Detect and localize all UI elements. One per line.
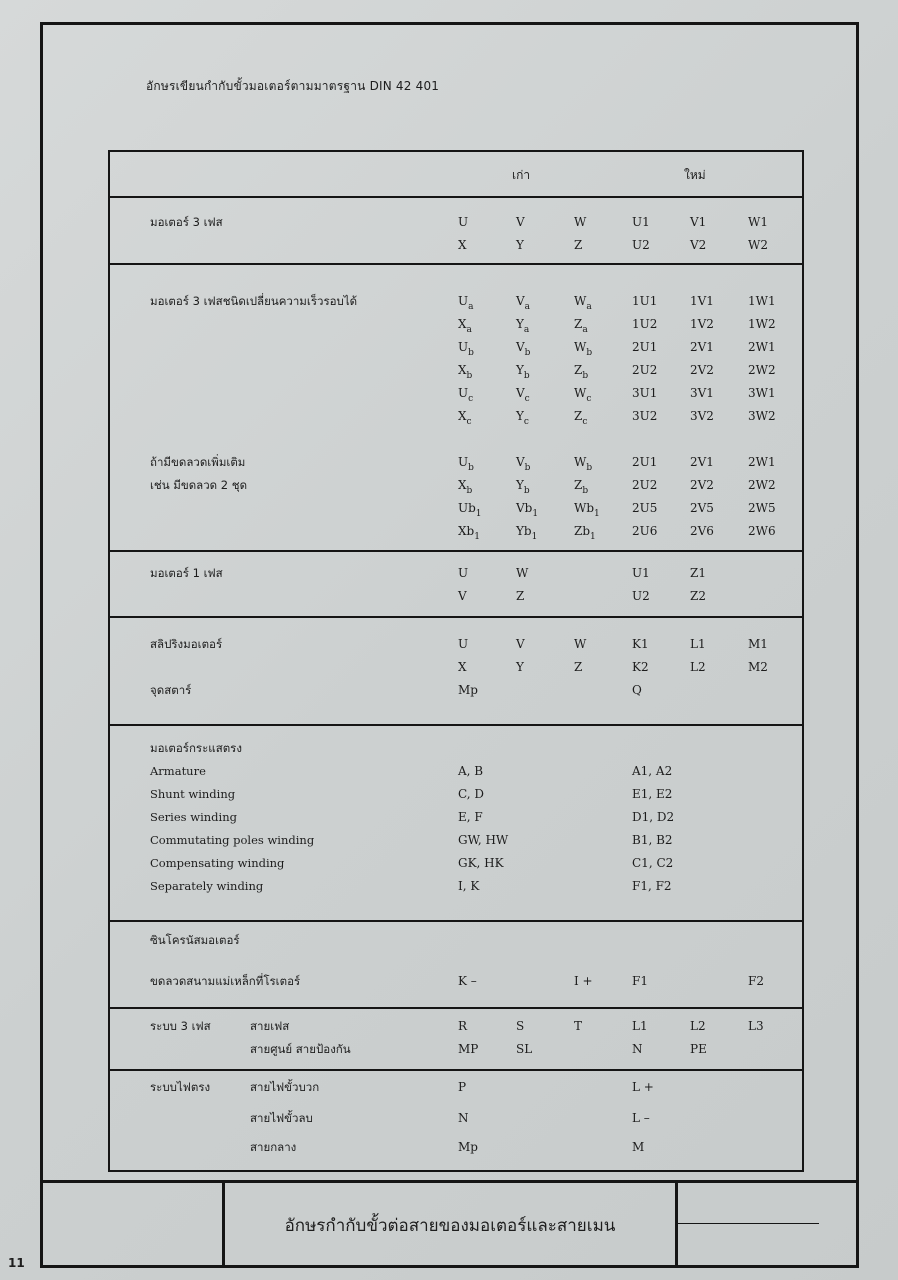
row-separator	[110, 724, 802, 726]
table-cell: 2U5	[632, 501, 658, 515]
table-cell: W	[574, 215, 587, 229]
row-sublabel: สายไฟขั้วบวก	[250, 1080, 320, 1094]
table-cell: 3W2	[748, 409, 776, 423]
table-cell: V2	[690, 238, 707, 252]
row-separator	[110, 920, 802, 922]
row-sublabel: สายศูนย์ สายป้องกัน	[250, 1042, 351, 1056]
table-cell: 3U2	[632, 409, 658, 423]
table-cell: I, K	[458, 879, 480, 893]
row-separator	[110, 1007, 802, 1009]
table-cell: L –	[632, 1111, 650, 1125]
table-cell: W	[516, 566, 529, 580]
table-cell: N	[632, 1042, 643, 1056]
table-cell: 2W2	[748, 363, 776, 377]
table-cell: M	[632, 1140, 645, 1154]
table-cell: T	[574, 1019, 583, 1033]
table-cell: $U_c$	[458, 386, 474, 404]
table-cell: 2V2	[690, 363, 714, 377]
table-cell: M1	[748, 637, 768, 651]
table-cell: Y	[516, 238, 524, 252]
table-cell: 2W1	[748, 340, 776, 354]
table-cell: $X_b$	[458, 478, 473, 496]
table-cell: V1	[690, 215, 707, 229]
table-cell: X	[458, 238, 467, 252]
header-old: เก่า	[512, 168, 531, 182]
table-cell: $Ub_1$	[458, 501, 482, 519]
table-cell: Z2	[690, 589, 706, 603]
row-label: Series winding	[150, 810, 237, 824]
table-cell: 2V6	[690, 524, 714, 538]
table-cell: $W_c$	[574, 386, 592, 404]
table-cell: U	[458, 637, 469, 651]
table-cell: 2U1	[632, 455, 658, 469]
table-cell: $Yb_1$	[516, 524, 538, 542]
table-cell: 1U2	[632, 317, 658, 331]
row-label: Commutating poles winding	[150, 833, 315, 847]
table-cell: $Y_c$	[516, 409, 529, 427]
figure-caption: อักษรกำกับขั้วต่อสายของมอเตอร์และสายเมน	[284, 1216, 616, 1236]
row-sublabel: สายกลาง	[250, 1140, 297, 1154]
table-cell: Z	[574, 238, 583, 252]
table-cell: $V_b$	[516, 455, 531, 473]
table-cell: $Y_b$	[516, 363, 530, 381]
row-label: มอเตอร์ 1 เฟส	[150, 566, 223, 580]
table-cell: $Xb_1$	[458, 524, 480, 542]
table-cell: U2	[632, 238, 650, 252]
row-label: เช่น มีขดลวด 2 ชุด	[150, 478, 248, 492]
table-cell: Y	[516, 660, 524, 674]
row-label: มอเตอร์กระแสตรง	[150, 741, 242, 755]
table-cell: 3U1	[632, 386, 658, 400]
table-cell: L2	[690, 1019, 706, 1033]
table-cell: 3V1	[690, 386, 714, 400]
table-cell: 2U1	[632, 340, 658, 354]
table-cell: L1	[632, 1019, 648, 1033]
title-block-divider	[675, 1183, 678, 1268]
table-cell: $U_b$	[458, 340, 474, 358]
table-cell: Z	[574, 660, 583, 674]
table-cell: 2W6	[748, 524, 776, 538]
terminal-marking-table	[108, 150, 804, 1172]
table-cell: Mp	[458, 683, 478, 697]
row-separator	[110, 263, 802, 265]
row-separator	[110, 196, 802, 198]
table-cell: 1U1	[632, 294, 658, 308]
table-cell: $W_a$	[574, 294, 592, 312]
table-cell: F1, F2	[632, 879, 672, 893]
table-cell: PE	[690, 1042, 707, 1056]
row-label: มอเตอร์ 3 เฟสชนิดเปลี่ยนความเร็วรอบได้	[150, 294, 358, 308]
table-cell: $Z_a$	[574, 317, 588, 335]
table-cell: $U_a$	[458, 294, 474, 312]
table-cell: S	[516, 1019, 525, 1033]
table-cell: K1	[632, 637, 649, 651]
table-cell: 3W1	[748, 386, 776, 400]
table-cell: 2U2	[632, 478, 658, 492]
table-cell: P	[458, 1080, 467, 1094]
table-cell: SL	[516, 1042, 533, 1056]
table-cell: X	[458, 660, 467, 674]
table-cell: GW, HW	[458, 833, 509, 847]
table-cell: $X_a$	[458, 317, 472, 335]
row-separator	[110, 550, 802, 552]
row-label: ถ้ามีขดลวดเพิ่มเติม	[150, 455, 246, 469]
table-cell: A, B	[458, 764, 484, 778]
table-cell: F1	[632, 974, 648, 988]
table-cell: L3	[748, 1019, 764, 1033]
title-block-line	[678, 1223, 819, 1224]
page-number: 11	[8, 1256, 25, 1270]
table-cell: 2W2	[748, 478, 776, 492]
row-label: Compensating winding	[150, 856, 285, 870]
table-cell: N	[458, 1111, 469, 1125]
table-cell: V	[516, 637, 525, 651]
row-sublabel: สายเฟส	[250, 1019, 290, 1033]
row-separator	[110, 616, 802, 618]
table-cell: $Z_c$	[574, 409, 588, 427]
table-cell: K2	[632, 660, 649, 674]
table-cell: W2	[748, 238, 768, 252]
row-label: ซินโครนัสมอเตอร์	[150, 933, 240, 947]
table-cell: $V_a$	[516, 294, 531, 312]
table-cell: Q	[632, 683, 642, 697]
table-cell: U	[458, 215, 469, 229]
table-cell: U1	[632, 215, 650, 229]
table-cell: 1V1	[690, 294, 714, 308]
table-cell: MP	[458, 1042, 479, 1056]
table-cell: $X_c$	[458, 409, 472, 427]
table-cell: 2W5	[748, 501, 776, 515]
table-cell: D1, D2	[632, 810, 675, 824]
table-cell: $Zb_1$	[574, 524, 596, 542]
table-cell: V	[516, 215, 525, 229]
table-cell: L1	[690, 637, 706, 651]
page-title: อักษรเขียนกำกับขั้วมอเตอร์ตามมาตรฐาน DIN 42 401	[146, 79, 440, 93]
table-cell: $Vb_1$	[516, 501, 539, 519]
table-cell: 2U6	[632, 524, 658, 538]
table-cell: $Z_b$	[574, 363, 589, 381]
table-cell: 1W2	[748, 317, 776, 331]
table-cell: K –	[458, 974, 477, 988]
table-cell: I +	[574, 974, 593, 988]
table-cell: 2V2	[690, 478, 714, 492]
row-label: จุดสตาร์	[150, 683, 192, 697]
table-cell: 1V2	[690, 317, 714, 331]
table-cell: Z	[516, 589, 525, 603]
table-cell: 2V1	[690, 340, 714, 354]
table-cell: $W_b$	[574, 340, 593, 358]
table-cell: 2W1	[748, 455, 776, 469]
title-block	[42, 1180, 859, 1268]
header-new: ใหม่	[684, 168, 706, 182]
table-cell: V	[458, 589, 467, 603]
table-cell: $V_c$	[516, 386, 530, 404]
table-cell: W1	[748, 215, 768, 229]
table-cell: W	[574, 637, 587, 651]
table-cell: $Y_b$	[516, 478, 530, 496]
row-label: ระบบไฟตรง	[150, 1080, 211, 1094]
table-cell: B1, B2	[632, 833, 673, 847]
table-cell: Mp	[458, 1140, 478, 1154]
table-cell: $Z_b$	[574, 478, 589, 496]
row-label: สลิปริงมอเตอร์	[150, 637, 223, 651]
table-cell: A1, A2	[632, 764, 673, 778]
table-cell: $U_b$	[458, 455, 474, 473]
table-cell: 2V1	[690, 455, 714, 469]
table-cell: $Y_a$	[516, 317, 530, 335]
table-cell: $V_b$	[516, 340, 531, 358]
row-label: ระบบ 3 เฟส	[150, 1019, 211, 1033]
table-cell: R	[458, 1019, 468, 1033]
table-cell: E1, E2	[632, 787, 673, 801]
table-cell: 2V5	[690, 501, 714, 515]
table-cell: 3V2	[690, 409, 714, 423]
table-cell: $W_b$	[574, 455, 593, 473]
table-cell: L2	[690, 660, 706, 674]
row-label: Separately winding	[150, 879, 264, 893]
row-sublabel: สายไฟขั้วลบ	[250, 1111, 313, 1125]
table-cell: U1	[632, 566, 650, 580]
table-cell: E, F	[458, 810, 483, 824]
row-label: Armature	[150, 764, 206, 778]
table-cell: U2	[632, 589, 650, 603]
table-cell: M2	[748, 660, 768, 674]
table-cell: Z1	[690, 566, 706, 580]
table-cell: $X_b$	[458, 363, 473, 381]
table-cell: U	[458, 566, 469, 580]
table-cell: 1W1	[748, 294, 776, 308]
table-cell: $Wb_1$	[574, 501, 600, 519]
table-cell: 2U2	[632, 363, 658, 377]
row-separator	[110, 1069, 802, 1071]
table-cell: C1, C2	[632, 856, 674, 870]
table-cell: C, D	[458, 787, 485, 801]
table-cell: L +	[632, 1080, 654, 1094]
row-label: ขดลวดสนามแม่เหล็กที่โรเตอร์	[150, 974, 301, 988]
table-cell: F2	[748, 974, 764, 988]
row-label: Shunt winding	[150, 787, 236, 801]
row-label: มอเตอร์ 3 เฟส	[150, 215, 223, 229]
table-cell: GK, HK	[458, 856, 504, 870]
